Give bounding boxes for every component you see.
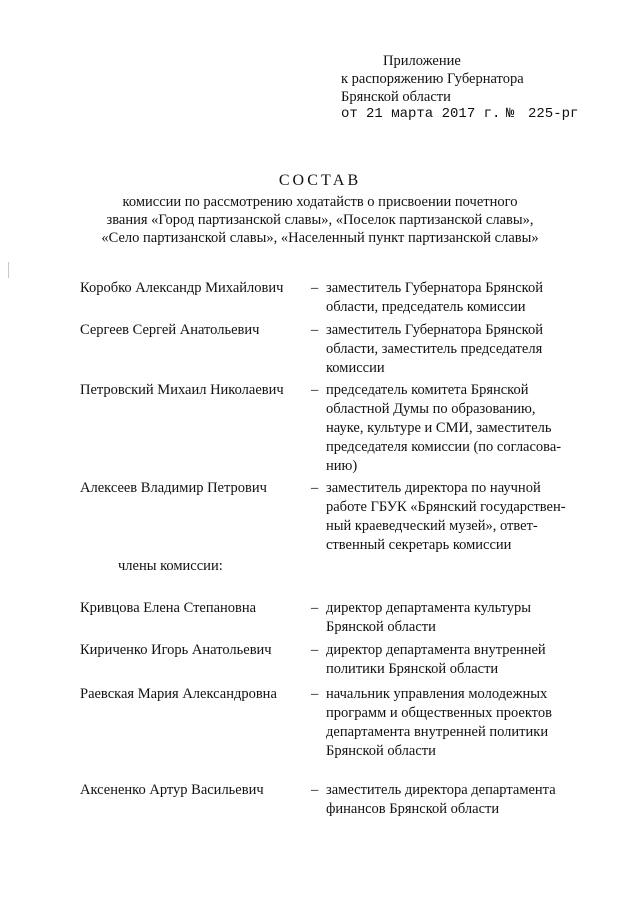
role-line: Брянской области (326, 743, 436, 759)
role-line: директор департамента культуры (326, 600, 532, 616)
role-line: начальник управления молодежных (326, 686, 548, 702)
dash: – (311, 382, 319, 398)
role-line: председатель комитета Брянской (326, 382, 529, 398)
appendix-date: 21 марта 2017 г. (366, 106, 501, 122)
role-line: областной Думы по образованию, (326, 401, 536, 417)
subtitle-line: звания «Город партизанской славы», «Поселок партизанской славы», (106, 212, 534, 228)
role-line: области, председатель комиссии (326, 299, 526, 315)
member-name: Кривцова Елена Степановна (80, 600, 257, 616)
member-role (326, 381, 596, 476)
member-name: Раевская Мария Александровна (80, 686, 277, 702)
member-role (326, 321, 596, 378)
dash: – (311, 322, 319, 338)
dash: – (311, 686, 319, 702)
dash: – (311, 782, 319, 798)
role-line: заместитель директора по научной (326, 480, 541, 496)
document-title: СОСТАВ (278, 172, 362, 189)
member-role (326, 279, 596, 317)
member-name: Аксененко Артур Васильевич (80, 782, 264, 798)
appendix-title: Приложение (383, 53, 461, 69)
member-role (326, 781, 596, 819)
role-line: комиссии (326, 360, 385, 376)
role-line: программ и общественных проектов (326, 705, 552, 721)
role-line: политики Брянской области (326, 661, 499, 677)
members-label: члены комиссии: (118, 558, 223, 574)
member-role (326, 599, 596, 637)
role-line: директор департамента внутренней (326, 642, 546, 658)
member-name: Кириченко Игорь Анатольевич (80, 642, 272, 658)
role-line: науке, культуре и СМИ, заместитель (326, 420, 552, 436)
dash: – (311, 480, 319, 496)
dash: – (311, 600, 319, 616)
role-line: нию) (326, 458, 358, 474)
appendix-number: 225-рг (528, 106, 579, 122)
role-line: заместитель Губернатора Брянской (326, 322, 543, 338)
role-line: финансов Брянской области (326, 801, 500, 817)
member-role (326, 479, 596, 555)
role-line: ственный секретарь комиссии (326, 537, 512, 553)
member-role (326, 685, 596, 761)
appendix-order-ref: к распоряжению Губернатора (341, 71, 524, 87)
dash: – (311, 642, 319, 658)
member-name: Коробко Александр Михайлович (80, 280, 284, 296)
role-line: работе ГБУК «Брянский государствен- (326, 499, 566, 515)
role-line: Брянской области (326, 619, 436, 635)
page-edge-mark (8, 262, 9, 278)
subtitle-line: комиссии по рассмотрению ходатайств о присвоении почетного (122, 194, 518, 210)
appendix-number-sign: № (506, 106, 515, 122)
dash: – (311, 280, 319, 296)
subtitle-line: «Село партизанской славы», «Населенный пункт партизанской славы» (101, 230, 539, 246)
member-name: Петровский Михаил Николаевич (80, 382, 284, 398)
member-name: Алексеев Владимир Петрович (80, 480, 267, 496)
appendix-date-prefix: от (341, 106, 358, 122)
role-line: заместитель директора департамента (326, 782, 556, 798)
role-line: области, заместитель председателя (326, 341, 543, 357)
appendix-region: Брянской области (341, 89, 451, 105)
role-line: департамента внутренней политики (326, 724, 549, 740)
member-name: Сергеев Сергей Анатольевич (80, 322, 260, 338)
role-line: заместитель Губернатора Брянской (326, 280, 543, 296)
role-line: ный краеведческий музей», ответ- (326, 518, 538, 534)
role-line: председателя комиссии (по согласова- (326, 439, 562, 455)
member-role (326, 641, 596, 679)
